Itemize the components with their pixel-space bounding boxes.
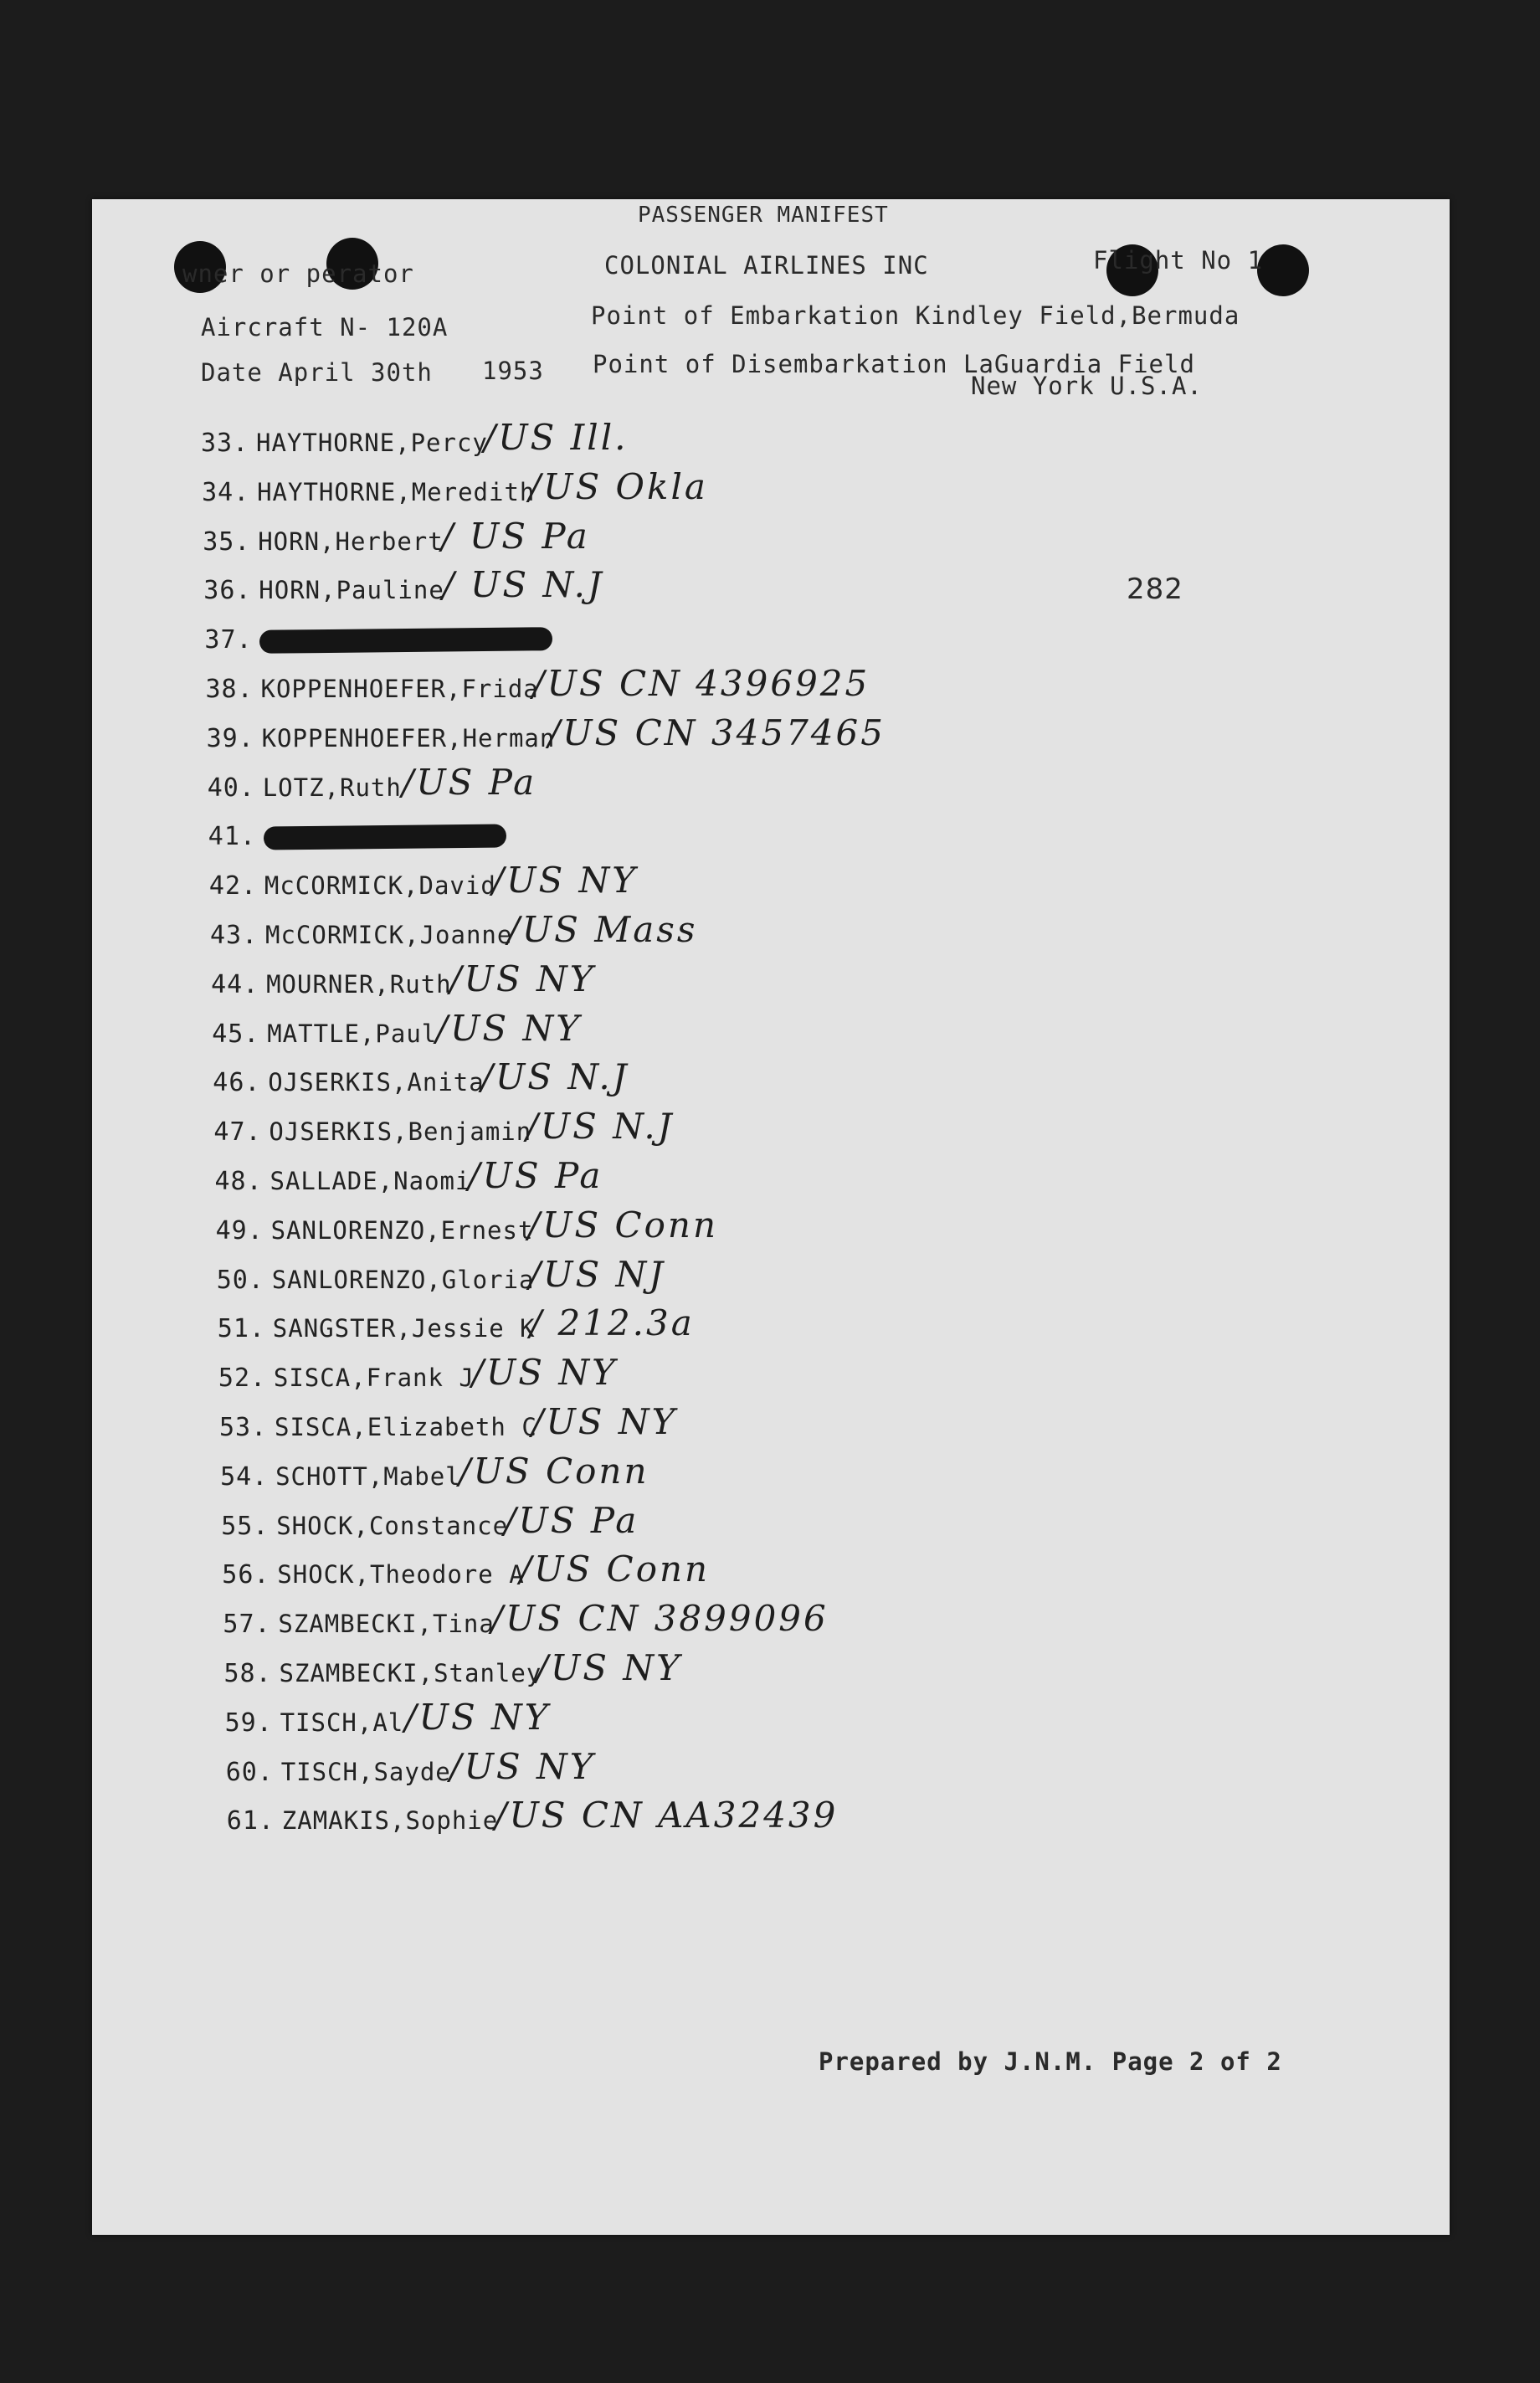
handwritten-annotation: /US NY — [449, 958, 596, 999]
passenger-number: 38. — [205, 675, 254, 704]
passenger-row — [92, 909, 1450, 968]
handwritten-annotation: /US NY — [491, 860, 639, 901]
passenger-number: 35. — [203, 526, 251, 557]
handwritten-annotation: /US CN AA32439 — [495, 1795, 839, 1836]
passenger-name: McCORMICK,Joanne — [265, 921, 513, 949]
stamp-number: 282 — [1127, 573, 1183, 606]
handwritten-annotation: /US Conn — [527, 1204, 718, 1245]
passenger-number: 58. — [223, 1659, 272, 1688]
redaction-bar — [259, 627, 552, 654]
passenger-name: HAYTHORNE,Meredith — [257, 477, 536, 506]
handwritten-annotation: /US NY — [404, 1696, 551, 1738]
handwritten-annotation: / 212.3a — [530, 1302, 695, 1344]
passenger-row — [92, 1401, 1450, 1460]
passenger-number: 52. — [218, 1364, 267, 1394]
aircraft-label: Aircraft N- 120A — [201, 313, 449, 342]
passenger-name: HORN,Pauline — [259, 576, 444, 605]
passenger-number: 36. — [203, 576, 252, 606]
punch-hole-right — [1257, 244, 1309, 296]
handwritten-annotation: / US N.J — [442, 564, 604, 606]
handwritten-annotation: /US NY — [435, 1007, 582, 1049]
passenger-name: ZAMAKIS,Sophie — [281, 1806, 499, 1836]
handwritten-annotation: /US CN 3457465 — [548, 711, 886, 753]
passenger-number: 34. — [202, 477, 250, 507]
passenger-name: SANGSTER,Jessie K — [272, 1314, 536, 1343]
passenger-row — [92, 1302, 1450, 1361]
passenger-number: 57. — [223, 1610, 271, 1640]
passenger-row — [92, 1795, 1450, 1853]
passenger-number: 33. — [201, 429, 249, 458]
manifest-page — [92, 199, 1450, 2235]
passenger-row — [92, 1204, 1450, 1263]
passenger-row — [92, 1352, 1450, 1410]
passenger-number: 49. — [215, 1215, 264, 1245]
passenger-name: HORN,Herbert — [258, 526, 444, 556]
passenger-row — [92, 465, 1450, 525]
passenger-number: 53. — [219, 1413, 268, 1442]
passenger-name: McCORMICK,David — [264, 871, 496, 901]
passenger-row — [92, 564, 1450, 623]
handwritten-annotation: /US N.J — [526, 1106, 675, 1148]
passenger-name: SCHOTT,Mabel — [275, 1461, 461, 1491]
passenger-name: LOTZ,Ruth — [262, 773, 402, 802]
passenger-number: 44. — [211, 969, 259, 999]
passenger-name: TISCH,Sayde — [280, 1757, 451, 1786]
passenger-row — [92, 860, 1450, 918]
passenger-row — [92, 417, 1450, 475]
handwritten-annotation: /US NY — [449, 1745, 596, 1787]
passenger-name: HAYTHORNE,Percy — [256, 429, 488, 457]
handwritten-annotation: /US NY — [531, 1401, 678, 1442]
owner-label: wner or perator — [182, 259, 414, 288]
passenger-number: 56. — [222, 1560, 270, 1590]
owner-value: COLONIAL AIRLINES INC — [604, 251, 929, 280]
passenger-number: 43. — [210, 921, 259, 950]
redaction-bar — [264, 824, 506, 850]
passenger-number: 51. — [217, 1314, 265, 1344]
handwritten-annotation: /US Pa — [402, 761, 537, 803]
passenger-number: 40. — [207, 773, 255, 803]
handwritten-annotation: / US Pa — [441, 515, 590, 557]
handwritten-annotation: /US Conn — [459, 1450, 649, 1492]
passenger-name: TISCH,Al — [280, 1708, 404, 1737]
passenger-row — [92, 1253, 1450, 1312]
disembarkation-city: New York U.S.A. — [971, 372, 1203, 400]
passenger-name: SHOCK,Theodore A — [277, 1560, 525, 1590]
passenger-number: 46. — [213, 1068, 261, 1098]
handwritten-annotation: /US N.J — [480, 1056, 629, 1098]
handwritten-annotation: /US Pa — [468, 1155, 603, 1196]
passenger-name: OJSERKIS,Benjamin — [269, 1117, 532, 1147]
handwritten-annotation: /US CN 4396925 — [532, 663, 870, 704]
passenger-number: 59. — [224, 1708, 273, 1738]
passenger-name: KOPPENHOEFER,Frida — [260, 675, 539, 703]
passenger-row — [92, 822, 1450, 869]
date-label: Date April 30th — [201, 358, 433, 387]
passenger-number: 39. — [206, 723, 254, 753]
passenger-row — [92, 711, 1450, 771]
passenger-number: 41. — [208, 822, 256, 852]
passenger-name: OJSERKIS,Anita — [268, 1068, 485, 1097]
passenger-row — [92, 1106, 1450, 1164]
passenger-number: 45. — [212, 1019, 260, 1049]
passenger-row — [92, 1450, 1450, 1509]
handwritten-annotation: /US Mass — [507, 909, 698, 950]
disembarkation-label: Point of Disembarkation LaGuardia Field — [593, 350, 1195, 378]
flight-label: Flight No 1 — [1093, 246, 1264, 275]
manifest-title: PASSENGER MANIFEST — [638, 203, 889, 228]
handwritten-annotation: /US NJ — [528, 1253, 666, 1295]
passenger-row — [92, 761, 1450, 820]
passenger-name: SISCA,Frank J — [273, 1364, 475, 1393]
handwritten-annotation: /US Pa — [504, 1499, 639, 1541]
year-label: 1953 — [482, 357, 544, 385]
passenger-number: 55. — [221, 1511, 270, 1541]
passenger-number: 60. — [225, 1757, 274, 1787]
passenger-row — [92, 1056, 1450, 1115]
passenger-number: 47. — [213, 1117, 262, 1148]
passenger-name: SHOCK,Constance — [276, 1511, 509, 1540]
passenger-name: KOPPENHOEFER,Herman — [261, 723, 556, 752]
passenger-row — [92, 1647, 1450, 1706]
passenger-row — [92, 1007, 1450, 1066]
passenger-number: 54. — [220, 1461, 269, 1492]
embarkation-label: Point of Embarkation Kindley Field,Bermuda — [591, 301, 1240, 330]
handwritten-annotation: /US Conn — [519, 1548, 711, 1590]
passenger-number: 50. — [216, 1265, 264, 1295]
passenger-name: SALLADE,Naomi — [270, 1167, 471, 1195]
passenger-row — [92, 958, 1450, 1017]
passenger-number: 37. — [204, 625, 253, 655]
handwritten-annotation: /US CN 3899096 — [490, 1598, 829, 1640]
passenger-row — [92, 1499, 1450, 1559]
passenger-name: SANLORENZO,Gloria — [271, 1265, 535, 1294]
passenger-name: SISCA,Elizabeth C — [275, 1413, 537, 1441]
handwritten-annotation: /US Ill. — [484, 417, 629, 458]
handwritten-annotation: /US NY — [471, 1352, 618, 1394]
passenger-name: SZAMBECKI,Stanley — [279, 1659, 542, 1687]
passenger-number: 48. — [214, 1167, 263, 1196]
passenger-name: MATTLE,Paul — [267, 1019, 438, 1048]
passenger-row — [92, 515, 1450, 574]
passenger-number: 42. — [208, 871, 258, 901]
passenger-row — [92, 1696, 1450, 1755]
handwritten-annotation: /US NY — [536, 1647, 682, 1688]
footer-prepared-by: Prepared by J.N.M. Page 2 of 2 — [819, 2047, 1282, 2076]
passenger-row — [92, 1155, 1450, 1214]
passenger-row — [92, 1598, 1450, 1656]
handwritten-annotation: /US Okla — [528, 465, 708, 507]
passenger-number: 61. — [226, 1806, 275, 1836]
passenger-name: SZAMBECKI,Tina — [278, 1610, 495, 1639]
passenger-name: MOURNER,Ruth — [266, 969, 452, 999]
passenger-name: SANLORENZO,Ernest — [270, 1215, 534, 1245]
